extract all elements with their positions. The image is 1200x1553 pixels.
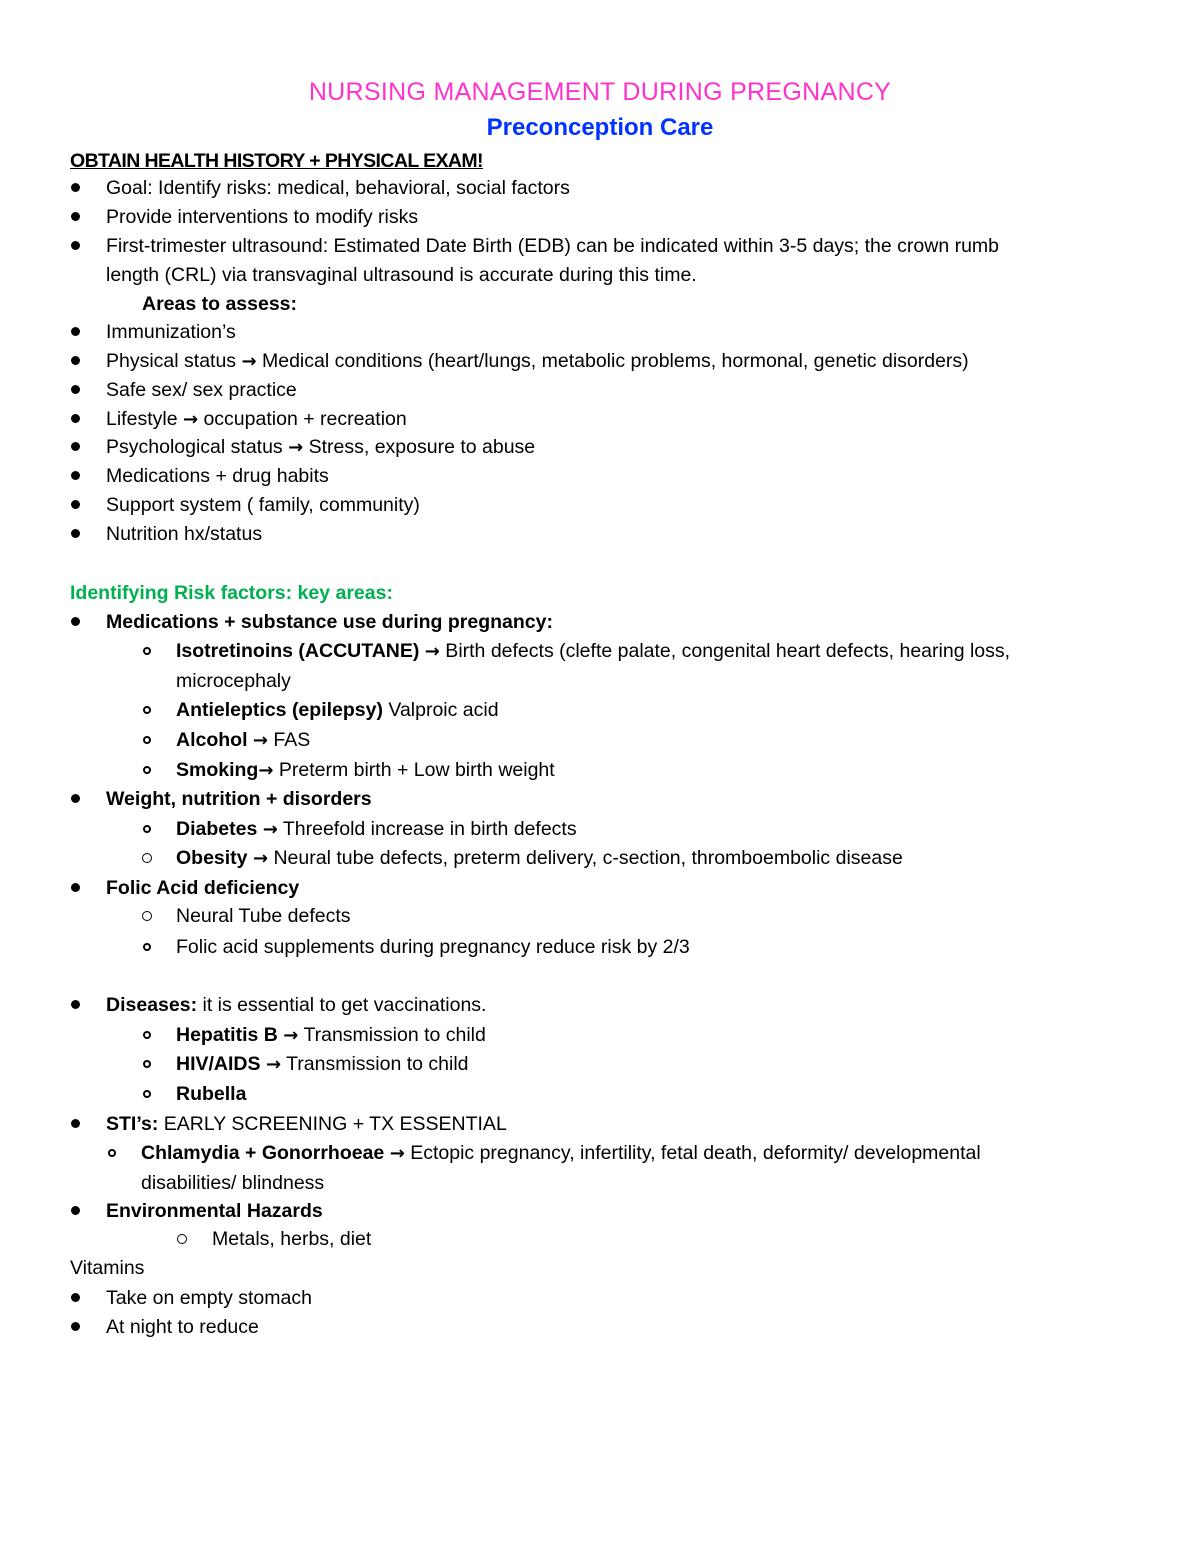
arrow-icon: →: [262, 819, 278, 840]
arrow-icon: →: [258, 760, 274, 781]
arrow-icon: →: [424, 641, 440, 662]
areas-to-assess-heading: Areas to assess:: [142, 293, 298, 315]
list-item: Support system ( family, community): [106, 494, 420, 516]
list-item: Medications + drug habits: [106, 465, 329, 487]
arrow-icon: →: [252, 730, 269, 751]
sub-list-item: Neural Tube defects: [176, 905, 351, 927]
bullet-circle: [108, 1149, 116, 1157]
bullet-circle: [142, 853, 152, 863]
list-item: Physical status → Medical conditions (heart/lungs, metabolic problems, hormonal, genetic disorders): [106, 350, 969, 372]
sub-list-item-continuation: microcephaly: [176, 670, 291, 692]
list-item: Medications + substance use during pregnancy:: [106, 611, 553, 633]
list-item: First-trimester ultrasound: Estimated Date Birth (EDB) can be indicated within 3-5 days; the crown rumb: [106, 235, 1000, 257]
sub-list-item: Rubella: [176, 1083, 247, 1105]
sub-list-item: Metals, herbs, diet: [212, 1228, 372, 1250]
list-item: Environmental Hazards: [106, 1200, 323, 1222]
document-title: NURSING MANAGEMENT DURING PREGNANCY: [308, 78, 892, 106]
bullet-disc: [71, 385, 80, 394]
list-item: STI’s: EARLY SCREENING + TX ESSENTIAL: [106, 1113, 507, 1135]
list-item: Safe sex/ sex practice: [106, 379, 297, 401]
sub-list-item: Folic acid supplements during pregnancy reduce risk by 2/3: [176, 936, 690, 958]
list-item: Psychological status → Stress, exposure to abuse: [106, 436, 536, 458]
bullet-disc: [71, 183, 80, 192]
bullet-disc: [71, 1119, 80, 1128]
bullet-disc: [71, 471, 80, 480]
bullet-disc: [71, 529, 80, 538]
bullet-disc: [71, 617, 80, 626]
bullet-circle: [143, 766, 151, 774]
list-item: At night to reduce: [106, 1316, 259, 1338]
bullet-disc: [71, 442, 80, 451]
sub-list-item: Antieleptics (epilepsy) Valproic acid: [176, 699, 499, 721]
list-item: Nutrition hx/status: [106, 523, 263, 545]
arrow-icon: →: [389, 1143, 405, 1164]
bullet-circle: [177, 1234, 187, 1244]
arrow-icon: →: [283, 1025, 299, 1046]
section-heading-risk-factors: Identifying Risk factors: key areas:: [70, 582, 393, 604]
list-item: Provide interventions to modify risks: [106, 206, 419, 228]
section-heading-health-history: OBTAIN HEALTH HISTORY + PHYSICAL EXAM!: [70, 150, 483, 172]
bullet-disc: [71, 327, 80, 336]
list-item: Diseases: it is essential to get vaccinations.: [106, 994, 487, 1016]
vitamins-heading: Vitamins: [70, 1257, 145, 1279]
bullet-disc: [71, 883, 80, 892]
bullet-circle: [143, 1090, 151, 1098]
list-item: Immunization’s: [106, 321, 236, 343]
bullet-disc: [71, 1000, 80, 1009]
arrow-icon: →: [241, 351, 257, 372]
sub-list-item: Isotretinoins (ACCUTANE) → Birth defects (clefte palate, congenital heart defects, hearing loss,: [176, 640, 1011, 662]
document-subtitle: Preconception Care: [486, 114, 714, 141]
list-item: Goal: Identify risks: medical, behavioral, social factors: [106, 177, 570, 199]
sub-list-item: Obesity → Neural tube defects, preterm delivery, c-section, thromboembolic disease: [176, 847, 903, 869]
bullet-circle: [143, 1031, 151, 1039]
bullet-circle: [143, 825, 151, 833]
bullet-circle: [143, 706, 151, 714]
list-item: Take on empty stomach: [106, 1287, 312, 1309]
bullet-circle: [143, 1060, 151, 1068]
sub-list-item-continuation: disabilities/ blindness: [141, 1172, 325, 1194]
sub-list-item: HIV/AIDS → Transmission to child: [176, 1053, 469, 1075]
list-item: Lifestyle → occupation + recreation: [106, 408, 407, 430]
arrow-icon: →: [265, 1054, 282, 1075]
bullet-disc: [71, 500, 80, 509]
bullet-circle: [143, 736, 151, 744]
sub-list-item: Smoking→ Preterm birth + Low birth weight: [176, 759, 555, 781]
bullet-disc: [71, 1293, 80, 1302]
list-item: Weight, nutrition + disorders: [106, 788, 372, 810]
bullet-disc: [71, 1322, 80, 1331]
bullet-disc: [71, 356, 80, 365]
arrow-icon: →: [182, 409, 199, 430]
bullet-disc: [71, 794, 80, 803]
bullet-circle: [142, 911, 152, 921]
sub-list-item: Chlamydia + Gonorrhoeae → Ectopic pregnancy, infertility, fetal death, deformity/ developmental: [141, 1142, 981, 1164]
sub-list-item: Hepatitis B → Transmission to child: [176, 1024, 486, 1046]
arrow-icon: →: [288, 437, 304, 458]
bullet-circle: [143, 943, 151, 951]
list-item: Folic Acid deficiency: [106, 877, 300, 899]
list-item-continuation: length (CRL) via transvaginal ultrasound is accurate during this time.: [106, 264, 697, 286]
sub-list-item: Alcohol → FAS: [176, 729, 311, 751]
sub-list-item: Diabetes → Threefold increase in birth defects: [176, 818, 577, 840]
bullet-disc: [71, 212, 80, 221]
arrow-icon: →: [252, 848, 269, 869]
bullet-disc: [71, 1206, 80, 1215]
bullet-disc: [71, 414, 80, 423]
bullet-disc: [71, 241, 80, 250]
bullet-circle: [143, 647, 151, 655]
